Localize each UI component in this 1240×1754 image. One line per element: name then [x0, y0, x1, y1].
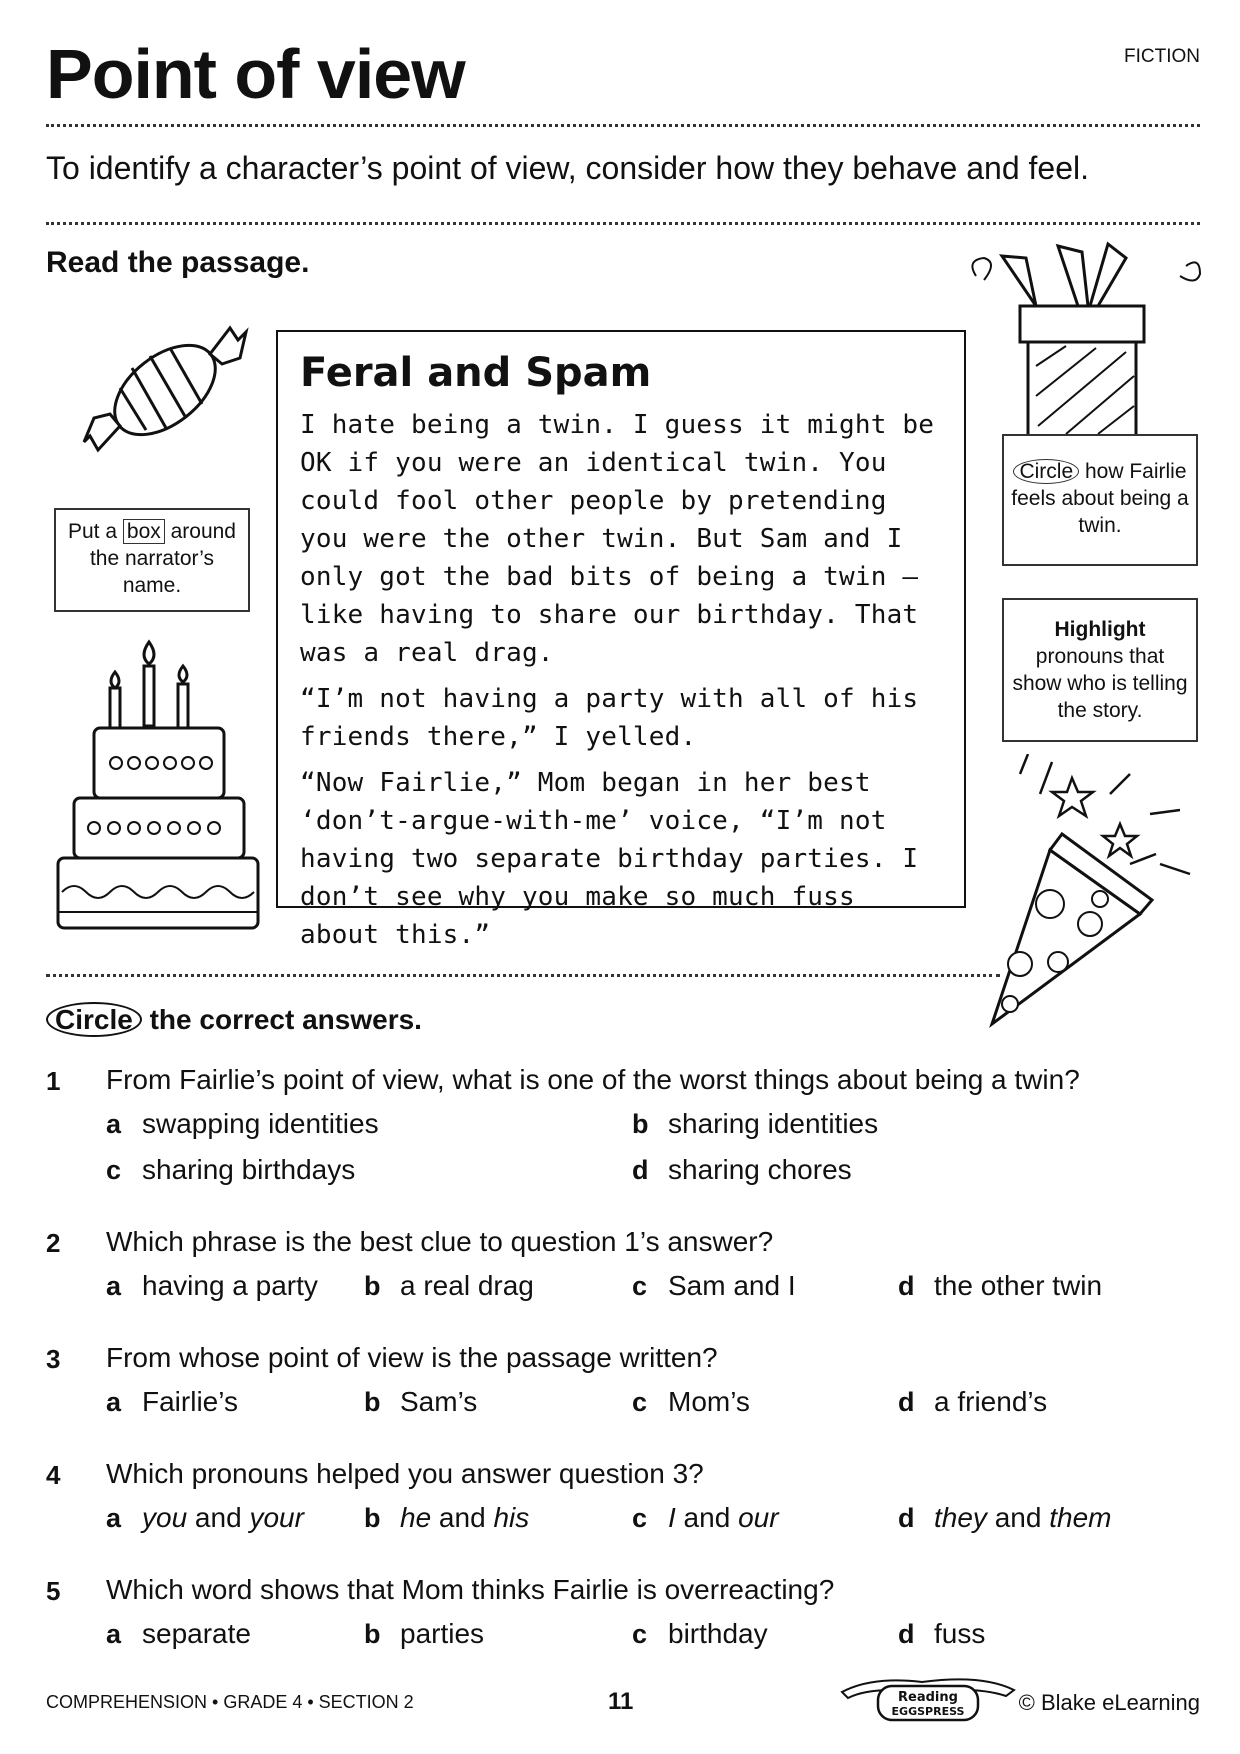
divider	[46, 222, 1200, 225]
birthday-cake-illustration	[54, 636, 264, 936]
question-number: 3	[46, 1344, 61, 1374]
passage-box	[276, 330, 966, 950]
answer-option-5a[interactable]	[106, 1618, 251, 1650]
option-text: Sam’s	[400, 1386, 478, 1417]
option-text: fuss	[934, 1618, 986, 1649]
option-text: parties	[400, 1618, 485, 1649]
divider	[46, 974, 1000, 977]
answer-option-3d[interactable]	[898, 1386, 1047, 1418]
question-number: 5	[46, 1576, 61, 1606]
passage-paragraph: “Now Fairlie,” Mom began in her best ‘don’t-argue-with-me’ voice, “I’m not having two separate birthday parties. I don’t see why you make so much fuss about this.”	[300, 768, 919, 950]
passage-title: Feral and Spam	[300, 350, 652, 396]
question-text: Which pronouns helped you answer question 3?	[106, 1458, 704, 1489]
pronoun: he	[400, 1502, 432, 1533]
option-letter: d	[898, 1387, 915, 1417]
gift-box-illustration	[966, 236, 1206, 436]
conjunction: and	[675, 1502, 739, 1533]
question-number: 1	[46, 1066, 61, 1096]
divider	[46, 124, 1200, 127]
question-text: Which word shows that Mom thinks Fairlie is overreacting?	[106, 1574, 835, 1605]
question-text: From Fairlie’s point of view, what is one of the worst things about being a twin?	[106, 1064, 1080, 1095]
option-letter: d	[632, 1155, 649, 1185]
candy-illustration	[80, 318, 250, 458]
option-text: Fairlie’s	[142, 1386, 238, 1417]
answer-option-3a[interactable]	[106, 1386, 238, 1418]
page-title: Point of view	[46, 35, 465, 113]
pronoun: them	[1049, 1502, 1112, 1533]
answer-option-4c[interactable]	[632, 1502, 779, 1534]
passage-paragraph: I hate being a twin. I guess it might be OK if you were an identical twin. You could fool other people by pretending you were the other twin. But Sam and I only got the bad bits of being a twin — like having to share our birthday. That was a real drag.	[300, 410, 935, 668]
answer-option-3c[interactable]	[632, 1386, 750, 1418]
note-bold-word: Highlight	[1054, 618, 1146, 641]
option-text: the other twin	[934, 1270, 1103, 1301]
option-text: sharing birthdays	[142, 1154, 356, 1185]
option-text: having a party	[142, 1270, 318, 1301]
instruction-note-circle-feelings	[1002, 434, 1198, 566]
option-letter: d	[898, 1271, 915, 1301]
page-number: 11	[608, 1688, 634, 1715]
answer-option-1b[interactable]	[632, 1108, 878, 1140]
instruction-note-box-narrator	[54, 508, 250, 612]
option-letter: b	[364, 1619, 381, 1649]
pronoun: his	[493, 1502, 530, 1533]
option-text: Mom’s	[668, 1386, 750, 1417]
circled-word: Circle	[1013, 459, 1079, 484]
option-letter: b	[364, 1271, 381, 1301]
answer-option-1d[interactable]	[632, 1154, 852, 1186]
option-letter: c	[632, 1503, 648, 1533]
option-text: separate	[142, 1618, 251, 1649]
boxed-word: box	[123, 519, 165, 544]
option-letter: c	[632, 1271, 648, 1301]
heading-text: the correct answers.	[149, 1004, 422, 1035]
option-letter: a	[106, 1619, 122, 1649]
question-number: 4	[46, 1460, 61, 1490]
genre-label: FICTION	[1124, 46, 1200, 67]
conjunction: and	[431, 1502, 494, 1533]
logo-word: Reading	[898, 1690, 958, 1705]
option-text: swapping identities	[142, 1108, 379, 1139]
reading-eggspress-logo	[838, 1672, 1018, 1728]
pronoun: I	[668, 1502, 676, 1533]
pronoun: you	[142, 1502, 188, 1533]
note-text: how Fairlie feels about being a twin.	[1011, 460, 1189, 537]
option-text: sharing chores	[668, 1154, 852, 1185]
note-text: around the narrator’s name.	[89, 520, 236, 597]
option-letter: c	[632, 1619, 648, 1649]
conjunction: and	[986, 1502, 1050, 1533]
note-text: pronouns that show who is telling the story.	[1012, 645, 1188, 722]
answer-option-4b[interactable]	[364, 1502, 529, 1534]
passage-paragraph: “I’m not having a party with all of his friends there,” I yelled.	[300, 684, 919, 752]
answer-option-4a[interactable]	[106, 1502, 304, 1534]
answer-option-2d[interactable]	[898, 1270, 1102, 1302]
answer-option-5d[interactable]	[898, 1618, 985, 1650]
answer-option-2a[interactable]	[106, 1270, 318, 1302]
copyright: © Blake eLearning	[1018, 1690, 1200, 1715]
answer-option-2b[interactable]	[364, 1270, 534, 1302]
question-text: From whose point of view is the passage written?	[106, 1342, 718, 1373]
option-text: a real drag	[400, 1270, 534, 1301]
option-text: birthday	[668, 1618, 768, 1649]
question-text: Which phrase is the best clue to question 1’s answer?	[106, 1226, 774, 1257]
intro-text: To identify a character’s point of view, consider how they behave and feel.	[46, 150, 1089, 186]
answer-option-1c[interactable]	[106, 1154, 355, 1186]
option-text: a friend’s	[934, 1386, 1048, 1417]
footer-course-info: COMPREHENSION • GRADE 4 • SECTION 2	[46, 1692, 414, 1712]
option-letter: b	[364, 1503, 381, 1533]
instruction-note-highlight-pronouns	[1002, 598, 1198, 742]
option-letter: a	[106, 1109, 122, 1139]
pronoun: they	[934, 1502, 987, 1533]
questions-heading	[46, 1004, 422, 1036]
answer-option-3b[interactable]	[364, 1386, 477, 1418]
pronoun: your	[249, 1502, 304, 1533]
option-letter: a	[106, 1503, 122, 1533]
option-letter: c	[632, 1387, 648, 1417]
answer-option-1a[interactable]	[106, 1108, 379, 1140]
circled-word: Circle	[46, 1002, 142, 1037]
option-letter: b	[632, 1109, 649, 1139]
option-letter: a	[106, 1387, 122, 1417]
answer-option-4d[interactable]	[898, 1502, 1111, 1534]
option-text: sharing identities	[668, 1108, 879, 1139]
conjunction: and	[187, 1502, 250, 1533]
answer-option-5b[interactable]	[364, 1618, 484, 1650]
pronoun: our	[738, 1502, 779, 1533]
option-letter: d	[898, 1503, 915, 1533]
option-text: Sam and I	[668, 1270, 796, 1301]
option-letter: a	[106, 1271, 122, 1301]
option-letter: c	[106, 1155, 122, 1185]
logo-word: EGGSPRESS	[891, 1705, 965, 1718]
answer-option-2c[interactable]	[632, 1270, 796, 1302]
note-text: Put a	[68, 520, 118, 543]
option-letter: b	[364, 1387, 381, 1417]
read-heading: Read the passage.	[46, 246, 310, 279]
option-letter: d	[898, 1619, 915, 1649]
question-number: 2	[46, 1228, 61, 1258]
answer-option-5c[interactable]	[632, 1618, 768, 1650]
party-popper-illustration	[980, 754, 1200, 1034]
